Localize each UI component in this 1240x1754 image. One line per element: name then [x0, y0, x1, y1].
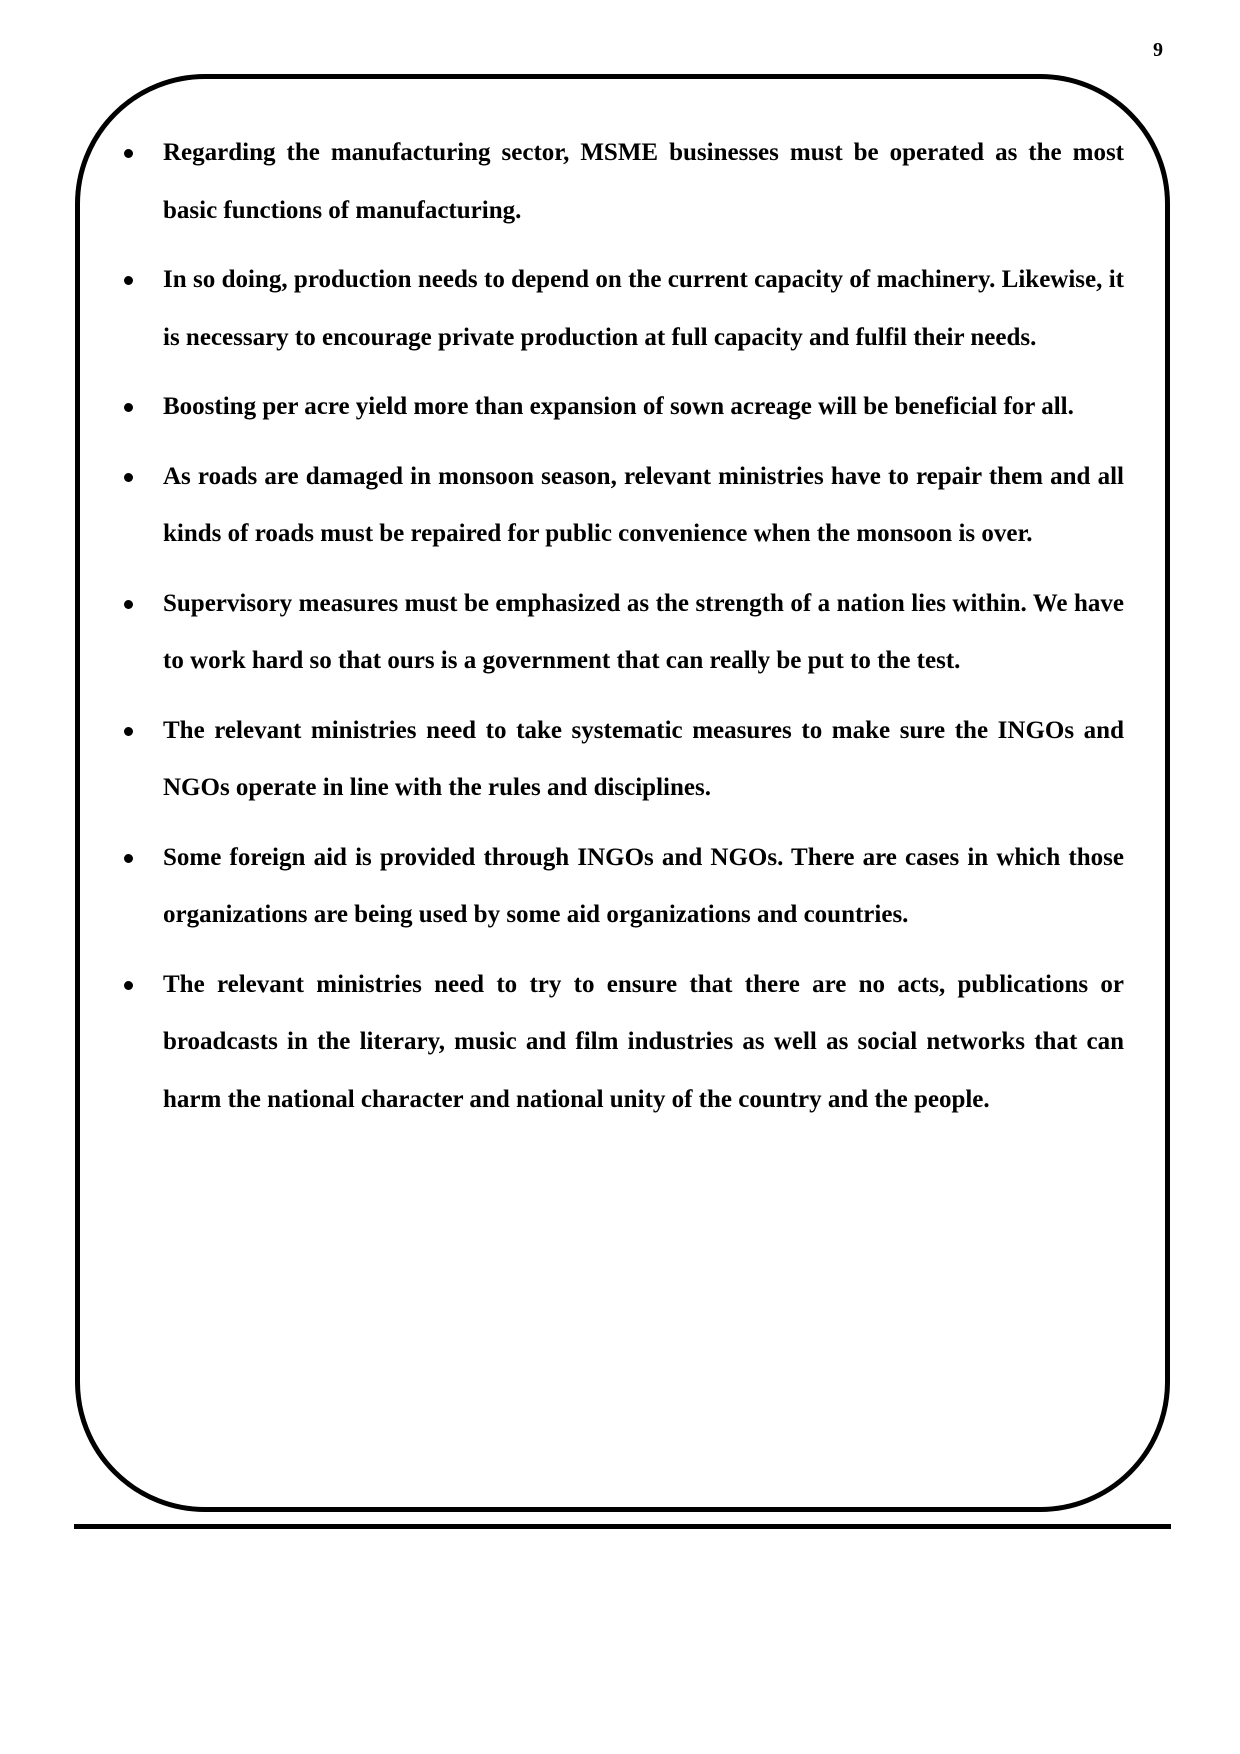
- bullet-icon: [124, 854, 133, 863]
- list-item: [118, 124, 1124, 239]
- list-item-text: Regarding the manufacturing sector, MSME businesses must be operated as the most basic functions of manufacturing.: [163, 139, 1124, 224]
- list-item-text: The relevant ministries need to try to ensure that there are no acts, publications or broadcasts in the literary, music and film industries as well as social networks that can harm the national character and national unity of the country and the people.: [163, 970, 1124, 1113]
- list-item-text: Boosting per acre yield more than expansion of sown acreage will be beneficial for all.: [163, 393, 1074, 420]
- page-number: 9: [1153, 39, 1163, 61]
- bullet-icon: [124, 600, 133, 609]
- list-item: [118, 378, 1124, 436]
- list-item: [118, 702, 1124, 817]
- bullet-icon: [124, 403, 133, 412]
- list-item-text: Some foreign aid is provided through INGOs and NGOs. There are cases in which those organizations are being used by some aid organizations and countries.: [163, 843, 1124, 928]
- bullet-icon: [124, 276, 133, 285]
- list-item-text: Supervisory measures must be emphasized as the strength of a nation lies within. We have to work hard so that ours is a government that can really be put to the test.: [163, 589, 1124, 674]
- bullet-icon: [124, 981, 133, 990]
- bullet-icon: [124, 149, 133, 158]
- list-item: [118, 829, 1124, 944]
- list-item-text: As roads are damaged in monsoon season, relevant ministries have to repair them and all kinds of roads must be repaired for public convenience when the monsoon is over.: [163, 462, 1124, 547]
- bullet-icon: [124, 473, 133, 482]
- bullet-list: [118, 124, 1124, 1128]
- bullet-icon: [124, 727, 133, 736]
- list-item-text: The relevant ministries need to take systematic measures to make sure the INGOs and NGOs operate in line with the rules and disciplines.: [163, 716, 1124, 801]
- list-item: [118, 251, 1124, 366]
- list-item: [118, 448, 1124, 563]
- list-item-text: In so doing, production needs to depend on the current capacity of machinery. Likewise, it is necessary to encourage private production at full capacity and fulfil their needs.: [163, 266, 1124, 351]
- list-item: [118, 956, 1124, 1129]
- bottom-rule-divider: [74, 1524, 1171, 1529]
- list-item: [118, 575, 1124, 690]
